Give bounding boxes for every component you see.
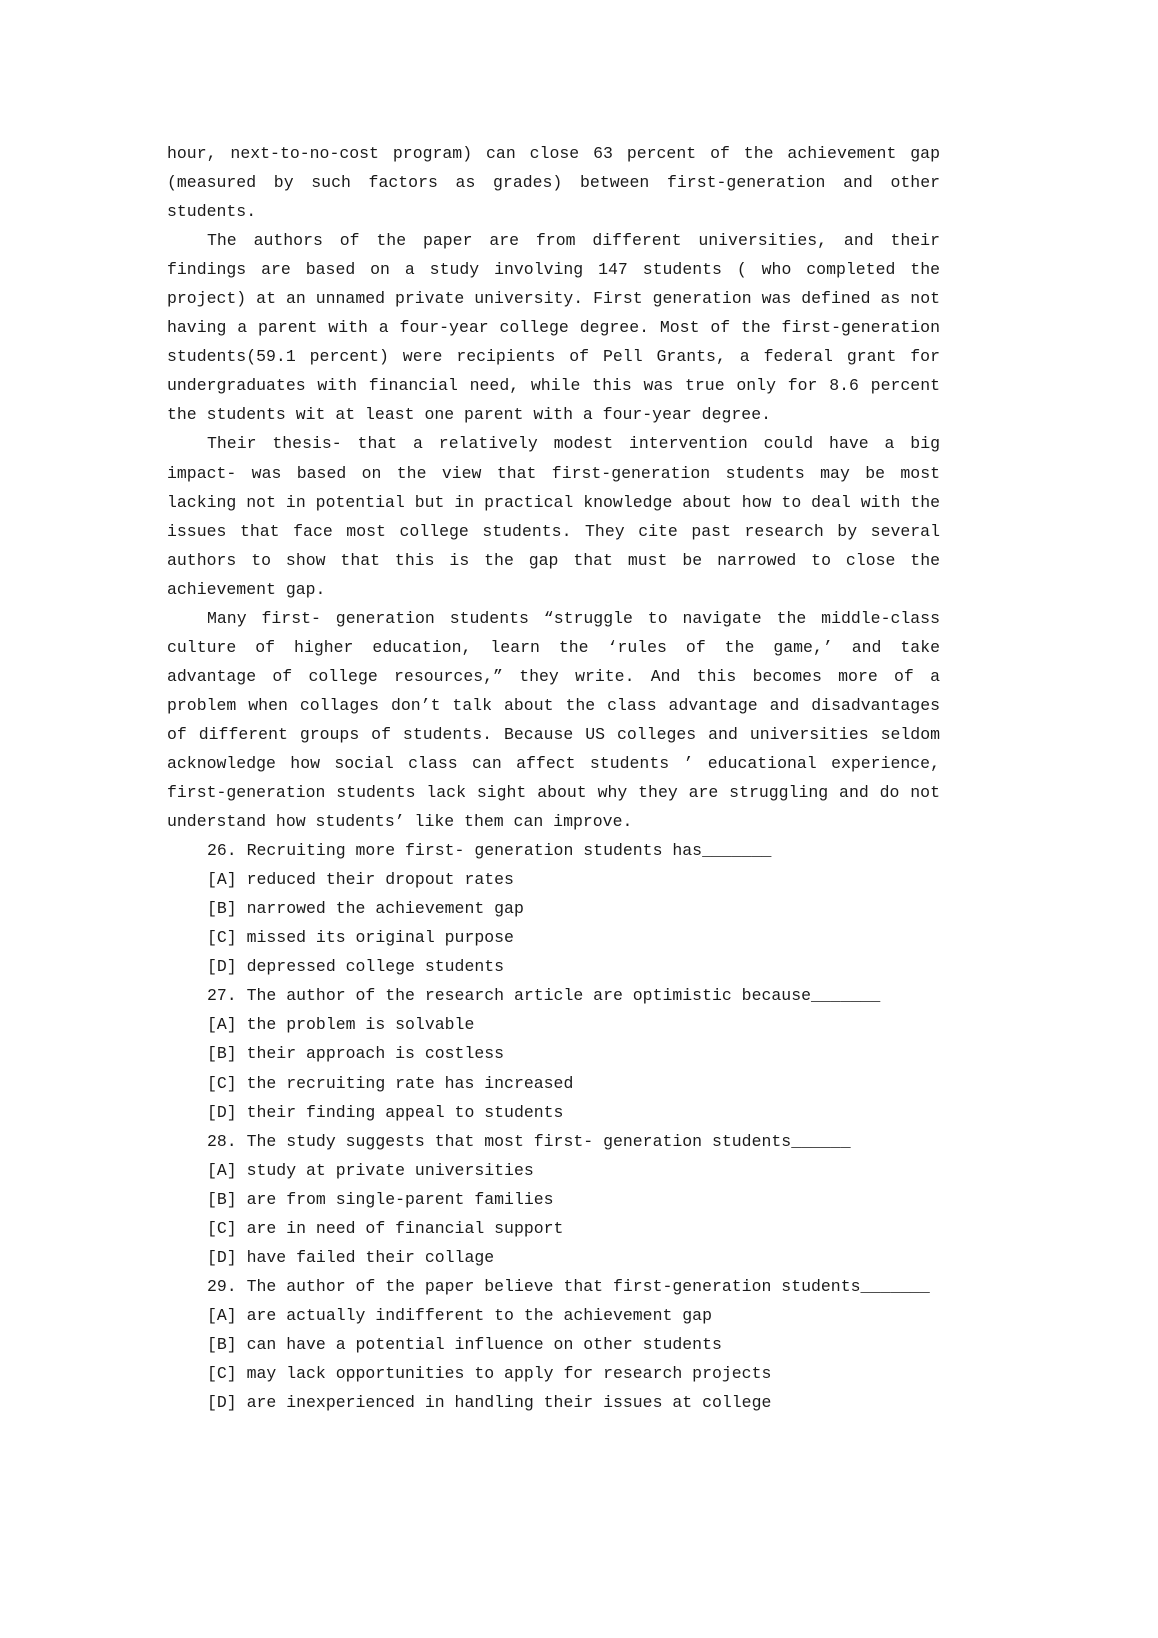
answer-option: [D] their finding appeal to students [207, 1102, 564, 1122]
passage-line: having a parent with a four-year college degree. Most of the first-generation [167, 318, 940, 338]
passage-line: issues that face most college students. They cite past research by several [167, 521, 940, 541]
passage-line: impact- was based on the view that first-generation students may be most [167, 463, 940, 483]
passage-line: understand how students’ like them can improve. [167, 812, 633, 832]
passage-line: hour, next-to-no-cost program) can close 63 percent of the achievement gap [167, 144, 940, 163]
passage-line: Their thesis- that a relatively modest intervention could have a big [207, 434, 940, 454]
passage-line: students(59.1 percent) were recipients of Pell Grants, a federal grant for [167, 347, 940, 367]
answer-option: [B] can have a potential influence on other students [207, 1334, 722, 1354]
passage-line: findings are based on a study involving 147 students ( who completed the [167, 260, 940, 280]
answer-option: [A] the problem is solvable [207, 1015, 475, 1035]
passage-line: culture of higher education, learn the ‘rules of the game,’ and take [167, 637, 940, 657]
answer-option: [B] their approach is costless [207, 1044, 505, 1064]
passage-line: achievement gap. [167, 579, 326, 599]
passage-line: advantage of college resources,” they write. And this becomes more of a [167, 666, 940, 686]
answer-option: [D] depressed college students [207, 957, 505, 977]
question-stem: 27. The author of the research article are optimistic because_______ [207, 986, 881, 1006]
answer-option: [C] are in need of financial support [207, 1218, 564, 1238]
passage-line: project) at an unnamed private university. First generation was defined as not [167, 289, 940, 309]
passage-line: lacking not in potential but in practical knowledge about how to deal with the [167, 492, 940, 512]
question-stem: 26. Recruiting more first- generation students has_______ [207, 841, 772, 861]
passage-line: the students wit at least one parent with a four-year degree. [167, 405, 771, 425]
answer-option: [D] are inexperienced in handling their issues at college [207, 1393, 772, 1413]
passage-line: The authors of the paper are from different universities, and their [207, 231, 940, 251]
answer-option: [A] reduced their dropout rates [207, 870, 514, 890]
answer-option: [A] are actually indifferent to the achievement gap [207, 1305, 712, 1325]
answer-option: [D] have failed their collage [207, 1247, 495, 1267]
passage-line: students. [167, 202, 257, 222]
answer-option: [B] are from single-parent families [207, 1189, 554, 1209]
passage-line: problem when collages don’t talk about the class advantage and disadvantages [167, 695, 940, 715]
question-stem: 29. The author of the paper believe that first-generation students_______ [207, 1276, 930, 1296]
passage-line: of different groups of students. Because US colleges and universities seldom [167, 724, 940, 744]
answer-option: [C] the recruiting rate has increased [207, 1073, 574, 1093]
document-page [167, 139, 940, 1417]
passage-line: Many first- generation students “struggle to navigate the middle-class [207, 608, 940, 628]
answer-option: [C] may lack opportunities to apply for research projects [207, 1363, 772, 1383]
question-stem: 28. The study suggests that most first- generation students______ [207, 1131, 851, 1151]
passage-line: (measured by such factors as grades) between first-generation and other [167, 173, 940, 193]
answer-option: [B] narrowed the achievement gap [207, 899, 524, 919]
answer-option: [A] study at private universities [207, 1160, 534, 1180]
passage-line: authors to show that this is the gap that must be narrowed to close the [167, 550, 940, 570]
passage-line: first-generation students lack sight about why they are struggling and do not [167, 783, 940, 803]
passage-line: acknowledge how social class can affect students ’ educational experience, [167, 753, 940, 773]
answer-option: [C] missed its original purpose [207, 928, 514, 948]
passage-line: undergraduates with financial need, while this was true only for 8.6 percent [167, 376, 940, 396]
